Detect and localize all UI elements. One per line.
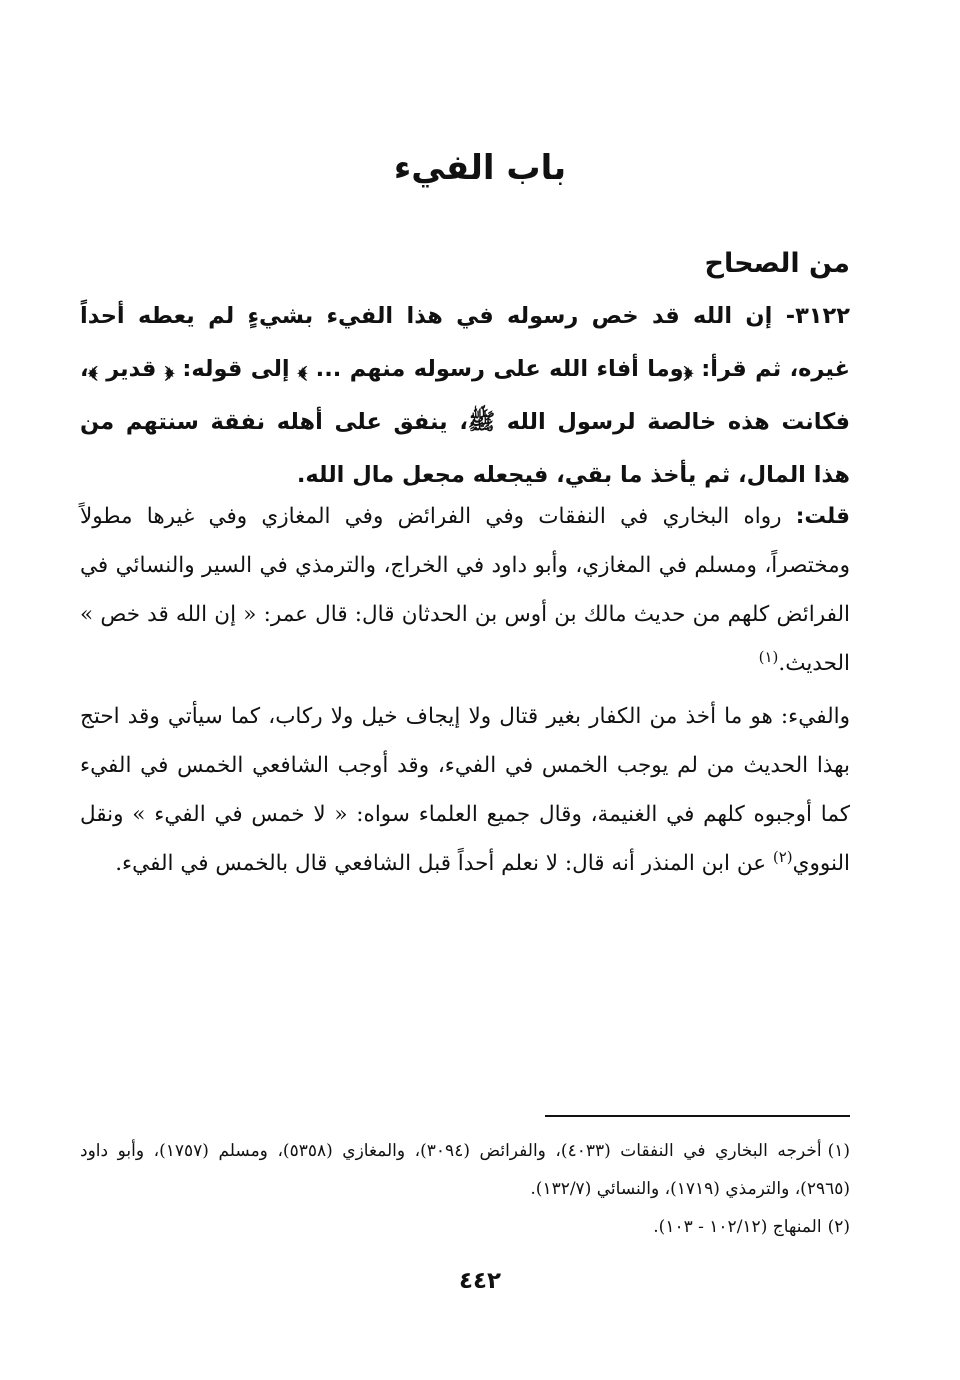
footnote-divider [545, 1115, 850, 1117]
footnote-text: المنهاج (١٠٢/١٢ - ١٠٣). [653, 1217, 822, 1237]
footnotes [80, 1132, 850, 1246]
hadith-number: ٣١٢٢- [785, 303, 850, 329]
hadith-body: إن الله قد خص رسوله في هذا الفيء بشيءٍ لم يعطه أحداً غيره، ثم قرأ: ﴿وما أفاء الله على رسوله منهم ... ﴾ إلى قوله: ﴿ قدير ﴾، فكانت هذه خالصة لرسول الله ﷺ، ينفق على أهله نفقة سنتهم من هذا المال، ثم يأخذ ما بقي، فيجعله مجعل مال الله. [80, 303, 850, 488]
footnote-text: أخرجه البخاري في النفقات (٤٠٣٣)، والفرائض (٣٠٩٤)، والمغازي (٥٣٥٨)، ومسلم (١٧٥٧)، وأبو داود (٢٩٦٥)، والترمذي (١٧١٩)، والنسائي (١٣٢/٧). [80, 1141, 850, 1199]
commentary-paragraph [80, 492, 850, 688]
footnote [80, 1132, 850, 1208]
footnote [80, 1208, 850, 1246]
commentary-body: والفيء: هو ما أخذ من الكفار بغير قتال ولا إيجاف خيل ولا ركاب، كما سيأتي وقد احتج بهذا الحديث من لم يوجب الخمس في الفيء، وقد أوجب الشافعي الخمس في الفيء كما أوجبوه كلهم في الغنيمة، وقال جميع العلماء سواه: « لا خمس في الفيء » ونقل النووي [80, 704, 850, 876]
footnote-reference: (٢) [772, 847, 793, 866]
page-number: ٤٤٢ [458, 1268, 502, 1294]
commentary-body: عن ابن المنذر أنه قال: لا نعلم أحداً قبل الشافعي قال بالخمس في الفيء. [115, 851, 767, 876]
footnote-marker: (١) [827, 1141, 850, 1161]
chapter-title: باب الفيء [393, 148, 567, 188]
commentary-paragraph [80, 692, 850, 888]
footnote-reference: (١) [758, 647, 779, 666]
footnote-marker: (٢) [827, 1217, 850, 1237]
section-heading: من الصحاح [704, 248, 850, 279]
hadith-text [80, 290, 850, 502]
commentary-lead: قلت: [795, 504, 850, 529]
commentary-body: رواه البخاري في النفقات وفي الفرائض وفي المغازي وفي غيرها مطولاً ومختصراً، ومسلم في المغازي، وأبو داود في الخراج، والترمذي في السير والنسائي في الفرائض كلهم من حديث مالك بن أوس بن الحدثان قال: قال عمر: « إن الله قد خص » الحديث. [80, 504, 850, 676]
